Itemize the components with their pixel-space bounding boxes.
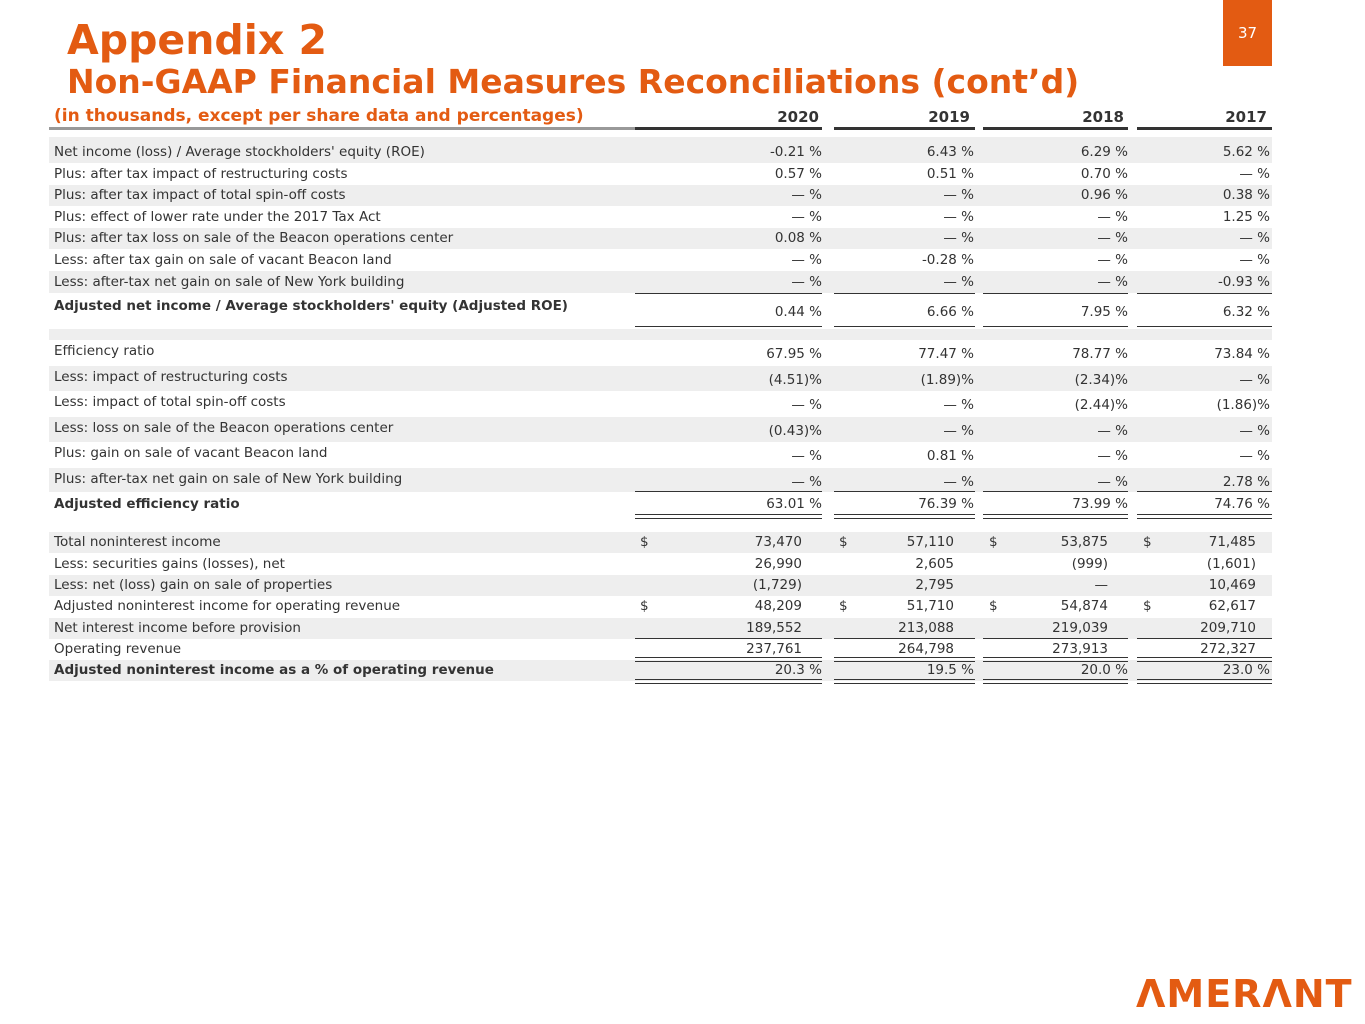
cell-value: — % bbox=[791, 209, 822, 225]
row-label: Less: after tax gain on sale of vacant Beacon land bbox=[54, 252, 392, 268]
table-row bbox=[49, 660, 1272, 681]
row-label: Less: after-tax net gain on sale of New York building bbox=[54, 274, 405, 290]
row-label: Adjusted efficiency ratio bbox=[54, 496, 240, 512]
table-row bbox=[49, 468, 1272, 492]
dollar-sign: $ bbox=[839, 534, 848, 550]
dollar-sign: $ bbox=[1143, 534, 1152, 550]
table-row bbox=[49, 271, 1272, 293]
cell-value: 73.99 % bbox=[1072, 496, 1128, 512]
cell-value: — % bbox=[943, 230, 974, 246]
total-double-rule bbox=[635, 657, 822, 662]
cell-value: — % bbox=[1097, 423, 1128, 439]
cell-value: 273,913 bbox=[1052, 641, 1108, 657]
cell-value: 237,761 bbox=[746, 641, 802, 657]
cell-value: — % bbox=[943, 209, 974, 225]
cell-value: — % bbox=[943, 423, 974, 439]
cell-value: (2.44)% bbox=[1074, 397, 1128, 413]
cell-value: -0.28 % bbox=[921, 252, 974, 268]
dollar-sign: $ bbox=[839, 598, 848, 614]
dollar-sign: $ bbox=[640, 598, 649, 614]
total-double-rule bbox=[983, 657, 1128, 662]
cell-value: 67.95 % bbox=[766, 346, 822, 362]
row-label: Less: securities gains (losses), net bbox=[54, 556, 285, 572]
table-row bbox=[49, 554, 1272, 575]
cell-value: 53,875 bbox=[1060, 534, 1108, 550]
cell-value: (2.34)% bbox=[1074, 372, 1128, 388]
table-row bbox=[49, 442, 1272, 467]
cell-value: — % bbox=[1097, 252, 1128, 268]
cell-value: 272,327 bbox=[1200, 641, 1256, 657]
row-label: Adjusted noninterest income for operating revenue bbox=[54, 598, 401, 614]
year-underline bbox=[983, 127, 1128, 130]
row-label: Efficiency ratio bbox=[54, 343, 155, 359]
page-number: 37 bbox=[1237, 24, 1258, 42]
cell-value: 6.66 % bbox=[926, 304, 974, 320]
cell-value: (999) bbox=[1071, 556, 1108, 572]
row-label: Plus: after tax impact of restructuring costs bbox=[54, 166, 348, 182]
row-label: Less: impact of restructuring costs bbox=[54, 369, 288, 385]
cell-value: 2,605 bbox=[915, 556, 954, 572]
cell-value: 1.25 % bbox=[1222, 209, 1270, 225]
cell-value: 62,617 bbox=[1208, 598, 1256, 614]
cell-value: 0.57 % bbox=[774, 166, 822, 182]
cell-value: 10,469 bbox=[1208, 577, 1256, 593]
table-row bbox=[49, 185, 1272, 206]
cell-value: (1,601) bbox=[1206, 556, 1256, 572]
cell-value: — % bbox=[791, 252, 822, 268]
table-row bbox=[49, 340, 1272, 365]
cell-value: 2.78 % bbox=[1222, 474, 1270, 490]
row-label: Total noninterest income bbox=[54, 534, 221, 550]
cell-value: 2,795 bbox=[915, 577, 954, 593]
cell-value: -0.93 % bbox=[1217, 274, 1270, 290]
cell-value: 0.51 % bbox=[926, 166, 974, 182]
row-label: Less: impact of total spin-off costs bbox=[54, 394, 286, 410]
cell-value: 209,710 bbox=[1200, 620, 1256, 636]
table-row bbox=[49, 391, 1272, 416]
cell-value: 6.43 % bbox=[926, 144, 974, 160]
cell-value: — % bbox=[1239, 372, 1270, 388]
year-header-2020: 2020 bbox=[777, 108, 819, 126]
cell-value: — % bbox=[1097, 209, 1128, 225]
cell-value: 20.0 % bbox=[1080, 662, 1128, 678]
total-double-rule bbox=[1137, 679, 1272, 684]
cell-value: — % bbox=[1239, 423, 1270, 439]
cell-value: 264,798 bbox=[898, 641, 954, 657]
cell-value: (1.86)% bbox=[1216, 397, 1270, 413]
total-double-rule bbox=[1137, 657, 1272, 662]
cell-value: 6.32 % bbox=[1222, 304, 1270, 320]
row-label: Plus: effect of lower rate under the 2017 Tax Act bbox=[54, 209, 381, 225]
cell-value: — % bbox=[791, 474, 822, 490]
table-row bbox=[49, 596, 1272, 617]
cell-value: 63.01 % bbox=[766, 496, 822, 512]
cell-value: (1.89)% bbox=[920, 372, 974, 388]
table-row bbox=[49, 250, 1272, 271]
row-label: Plus: after tax loss on sale of the Beacon operations center bbox=[54, 230, 454, 246]
total-double-rule bbox=[983, 514, 1128, 519]
dollar-sign: $ bbox=[989, 534, 998, 550]
cell-value: 76.39 % bbox=[918, 496, 974, 512]
total-double-rule bbox=[635, 514, 822, 519]
cell-value: 7.95 % bbox=[1080, 304, 1128, 320]
cell-value: — % bbox=[791, 397, 822, 413]
row-label: Operating revenue bbox=[54, 641, 182, 657]
cell-value: 71,485 bbox=[1208, 534, 1256, 550]
cell-value: — bbox=[1094, 577, 1108, 593]
year-underline bbox=[1137, 127, 1272, 130]
cell-value: 77.47 % bbox=[918, 346, 974, 362]
cell-value: 74.76 % bbox=[1214, 496, 1270, 512]
cell-value: 189,552 bbox=[746, 620, 802, 636]
table-row bbox=[49, 207, 1272, 228]
cell-value: 54,874 bbox=[1060, 598, 1108, 614]
cell-value: — % bbox=[1097, 448, 1128, 464]
spacer-row bbox=[49, 329, 1272, 340]
cell-value: (1,729) bbox=[752, 577, 802, 593]
row-label: Net interest income before provision bbox=[54, 620, 301, 636]
cell-value: 6.29 % bbox=[1080, 144, 1128, 160]
cell-value: — % bbox=[1097, 274, 1128, 290]
row-label: Plus: after-tax net gain on sale of New York building bbox=[54, 471, 403, 487]
subtotal-rule bbox=[834, 638, 975, 639]
cell-value: 51,710 bbox=[906, 598, 954, 614]
cell-value: -0.21 % bbox=[769, 144, 822, 160]
cell-value: 73.84 % bbox=[1214, 346, 1270, 362]
cell-value: — % bbox=[1097, 474, 1128, 490]
table-row bbox=[49, 575, 1272, 596]
dollar-sign: $ bbox=[989, 598, 998, 614]
cell-value: — % bbox=[943, 187, 974, 203]
cell-value: — % bbox=[791, 448, 822, 464]
subtotal-rule bbox=[1137, 638, 1272, 639]
cell-value: — % bbox=[791, 274, 822, 290]
cell-value: 73,470 bbox=[754, 534, 802, 550]
amerant-logo: ΛMERΛNT bbox=[1136, 972, 1353, 1016]
page-subtitle: Non-GAAP Financial Measures Reconciliations (cont’d) bbox=[67, 62, 1080, 101]
total-double-rule bbox=[834, 657, 975, 662]
table-row bbox=[49, 164, 1272, 185]
cell-value: 57,110 bbox=[906, 534, 954, 550]
cell-value: 20.3 % bbox=[774, 662, 822, 678]
row-label: Adjusted net income / Average stockholders' equity (Adjusted ROE) bbox=[54, 298, 568, 314]
cell-value: — % bbox=[1239, 166, 1270, 182]
cell-value: — % bbox=[943, 274, 974, 290]
cell-value: 0.96 % bbox=[1080, 187, 1128, 203]
year-underline bbox=[635, 127, 822, 130]
page-title: Appendix 2 bbox=[67, 16, 328, 64]
table-row bbox=[49, 366, 1272, 391]
row-label: Plus: gain on sale of vacant Beacon land bbox=[54, 445, 328, 461]
subtotal-rule bbox=[983, 638, 1128, 639]
cell-value: — % bbox=[1239, 252, 1270, 268]
cell-value: 78.77 % bbox=[1072, 346, 1128, 362]
table-row bbox=[49, 228, 1272, 249]
cell-value: 0.08 % bbox=[774, 230, 822, 246]
year-header-2018: 2018 bbox=[1082, 108, 1124, 126]
cell-value: 23.0 % bbox=[1222, 662, 1270, 678]
cell-value: 0.44 % bbox=[774, 304, 822, 320]
cell-value: 19.5 % bbox=[926, 662, 974, 678]
dollar-sign: $ bbox=[1143, 598, 1152, 614]
total-double-rule bbox=[834, 679, 975, 684]
total-double-rule bbox=[635, 679, 822, 684]
cell-value: 26,990 bbox=[754, 556, 802, 572]
cell-value: 0.81 % bbox=[926, 448, 974, 464]
cell-value: 213,088 bbox=[898, 620, 954, 636]
row-label: Less: net (loss) gain on sale of properties bbox=[54, 577, 333, 593]
header-divider bbox=[49, 127, 635, 130]
table-row bbox=[49, 294, 1272, 328]
row-label: Net income (loss) / Average stockholders' equity (ROE) bbox=[54, 144, 425, 160]
table-row bbox=[49, 492, 1272, 516]
cell-value: 48,209 bbox=[754, 598, 802, 614]
cell-value: 219,039 bbox=[1052, 620, 1108, 636]
subtotal-rule bbox=[635, 638, 822, 639]
cell-value: — % bbox=[943, 474, 974, 490]
cell-value: (0.43)% bbox=[768, 423, 822, 439]
cell-value: 5.62 % bbox=[1222, 144, 1270, 160]
cell-value: — % bbox=[1097, 230, 1128, 246]
cell-value: 0.38 % bbox=[1222, 187, 1270, 203]
table-row bbox=[49, 532, 1272, 553]
cell-value: — % bbox=[1239, 230, 1270, 246]
cell-value: 0.70 % bbox=[1080, 166, 1128, 182]
cell-value: — % bbox=[943, 397, 974, 413]
row-label: Less: loss on sale of the Beacon operations center bbox=[54, 420, 394, 436]
table-row bbox=[49, 417, 1272, 442]
dollar-sign: $ bbox=[640, 534, 649, 550]
total-double-rule bbox=[1137, 514, 1272, 519]
row-label: Adjusted noninterest income as a % of operating revenue bbox=[54, 662, 494, 678]
total-double-rule bbox=[983, 679, 1128, 684]
cell-value: — % bbox=[1239, 448, 1270, 464]
year-header-2017: 2017 bbox=[1225, 108, 1267, 126]
table-row bbox=[49, 142, 1272, 163]
page-number-badge bbox=[1223, 0, 1272, 66]
cell-value: — % bbox=[791, 187, 822, 203]
year-header-2019: 2019 bbox=[928, 108, 970, 126]
cell-value: (4.51)% bbox=[768, 372, 822, 388]
year-underline bbox=[834, 127, 975, 130]
table-row bbox=[49, 618, 1272, 639]
total-double-rule bbox=[834, 514, 975, 519]
units-note: (in thousands, except per share data and percentages) bbox=[54, 106, 584, 126]
row-label: Plus: after tax impact of total spin-off costs bbox=[54, 187, 346, 203]
